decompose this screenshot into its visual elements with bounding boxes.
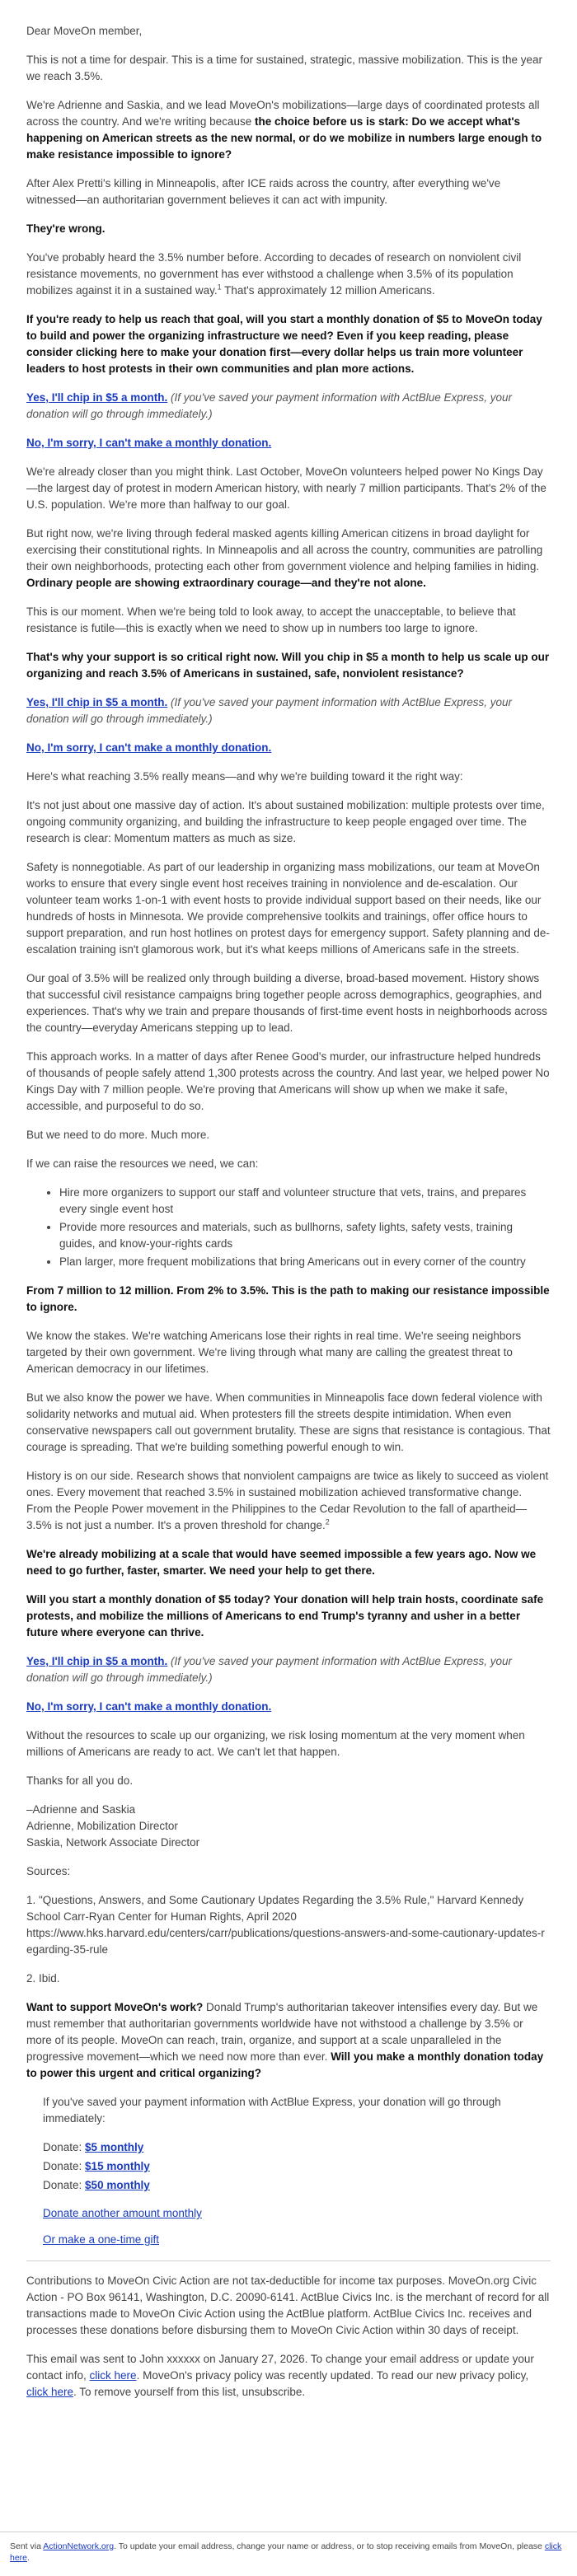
text: We're Adrienne and Saskia, and we lead MoveOn's mobilizations—large days of coordinated protests all across the country. And we're writing because — [26, 99, 540, 128]
body-paragraph: But we need to do more. Much more. — [26, 1129, 210, 1141]
actblue-note: (If you've saved your payment information with ActBlue Express, your donation will go through immediately.) — [26, 391, 513, 420]
body-paragraph — [26, 1283, 551, 1316]
donate-15-monthly-link[interactable]: $15 monthly — [85, 2160, 150, 2172]
text: Donald Trump's authoritarian takeover intensifies every day. But we must remember that authoritarian governments worldwide have not withstood a challenge by 3.5% or more of its people. MoveOn can reach, train, organize, and support at a scale unparalleled in the progressive movement—which we need now more than ever. — [26, 2001, 538, 2063]
update-contact-link[interactable]: click here — [89, 2369, 137, 2382]
no-donate-link[interactable]: No, I'm sorry, I can't make a monthly donation. — [26, 741, 272, 754]
intro-paragraph — [26, 221, 551, 237]
donate-prefix: Donate: — [43, 2160, 86, 2172]
donate-box-links — [43, 2205, 551, 2248]
signature — [26, 1802, 551, 1851]
list-item: • Provide more resources and materials, such as bullhorns, safety lights, safety vests, training guides, and know-your-rights cards — [59, 1219, 551, 1252]
emphasis-text: Will you start a monthly donation of $5 today? Your donation will help train hosts, coordinate safe protests, and mobilize the millions of Americans to end Trump's tyranny and usher in a better future where everyone can thrive. — [26, 1593, 544, 1639]
footnote-ref: 2 — [325, 1517, 330, 1526]
text: . To remove yourself from this list, unsubscribe. — [73, 2386, 306, 2398]
emphasis-text: We're already mobilizing at a scale that would have seemed impossible a few years ago. Now we need to go further, faster, smarter. We need your help to get there. — [26, 1548, 537, 1577]
no-donate-link[interactable]: No, I'm sorry, I can't make a monthly donation. — [26, 1700, 272, 1713]
body-paragraph: Our goal of 3.5% will be realized only through building a diverse, broad-based movement. History shows that successful civil resistance campaigns bring together people across demographics, geographies, and experiences. That's why we train and prepare thousands of first-time event hosts in neighborhoods across the country—everyday Americans stepping up to lead. — [26, 972, 547, 1034]
donation-ask — [26, 1592, 551, 1641]
signature-line: Adrienne, Mobilization Director — [26, 1820, 178, 1832]
no-cta-block — [26, 740, 551, 756]
body-paragraph: We know the stakes. We're watching Americans lose their rights in real time. We're seeing neighbors targeted by their own government. We're living through what many are calling the greatest threat to American democracy in our lifetimes. — [26, 1330, 522, 1375]
body-paragraph: This approach works. In a matter of days after Renee Good's murder, our infrastructure helped hundreds of thousands of people safely attend 1,300 protests across the country. And last year, we helped power No Kings Day with 7 million people. We're proving that Americans will show up when we make it safe, accessible, and purposeful to do so. — [26, 1050, 550, 1112]
yes-donate-link[interactable]: Yes, I'll chip in $5 a month. — [26, 696, 168, 708]
footnote-ref: 1 — [217, 283, 222, 292]
source-citation: 1. "Questions, Answers, and Some Cautionary Updates Regarding the 3.5% Rule," Harvard Kennedy School Carr-Ryan Center for Human Rights, April 2020 — [26, 1894, 524, 1923]
list-item: • Plan larger, more frequent mobilizations that bring Americans out in every corner of the country — [59, 1254, 551, 1270]
donate-box-intro: If you've saved your payment information with ActBlue Express, your donation will go through immediately: — [43, 2096, 501, 2125]
body-paragraph: Thanks for all you do. — [26, 1774, 134, 1787]
donate-prefix: Donate: — [43, 2141, 86, 2153]
donate-box — [43, 2094, 551, 2248]
text: . MoveOn's privacy policy was recently updated. To read our new privacy policy, — [136, 2369, 529, 2382]
emphasis-text: From 7 million to 12 million. From 2% to 3.5%. This is the path to making our resistance impossible to ignore. — [26, 1284, 550, 1313]
signature-line: –Adrienne and Saskia — [26, 1803, 136, 1816]
text: . To update your email address, change your name or address, or to stop receiving emails from MoveOn, please — [114, 2541, 545, 2551]
body-paragraph: But we also know the power we have. When communities in Minneapolis face down federal violence with solidarity networks and mutual aid. When protesters fill the streets despite intimidation. When even conservative newspapers call out government brutality. These are signs that resistance is contagious. That courage is spreading. That we're building something powerful enough to win. — [26, 1391, 551, 1453]
body-paragraph: This is our moment. When we're being told to look away, to accept the unacceptable, to believe that resistance is futile—this is exactly when we need to show up in numbers too large to ignore. — [26, 605, 516, 634]
emphasis-text: Want to support MoveOn's work? — [26, 2001, 204, 2013]
actblue-note: (If you've saved your payment information with ActBlue Express, your donation will go through immediately.) — [26, 1655, 513, 1684]
donate-row — [43, 2158, 551, 2175]
body-paragraph: If we can raise the resources we need, we can: — [26, 1157, 259, 1170]
donate-another-amount-link[interactable]: Donate another amount monthly — [43, 2207, 202, 2219]
text: . — [27, 2553, 30, 2563]
yes-cta-block — [26, 390, 551, 423]
donation-ask — [26, 649, 551, 682]
body-paragraph: It's not just about one massive day of action. It's about sustained mobilization: multiple protests over time, ongoing community organizing, and building the infrastructure to keep people engaged over time. The research is clear: Momentum matters as much as size. — [26, 799, 545, 844]
actionnetwork-link[interactable]: ActionNetwork.org — [43, 2541, 115, 2551]
intro-paragraph — [26, 97, 551, 163]
text: But right now, we're living through federal masked agents killing American citizens in broad daylight for exercising their constitutional rights. In Minneapolis and all across the country, communities are patrolling their own neighborhoods, protecting each other from government violence and helping families in hiding. — [26, 527, 543, 573]
yes-cta-block — [26, 1653, 551, 1686]
donation-ask — [26, 311, 551, 377]
intro-paragraph: After Alex Pretti's killing in Minneapolis, after ICE raids across the country, after everything we've witnessed—an authoritarian government believes it can act with impunity. — [26, 177, 501, 206]
body-paragraph: We're already closer than you might think. Last October, MoveOn volunteers helped power No Kings Day—the largest day of protest in modern American history, with nearly 7 million participants. That's 2% of the U.S. population. We're more than halfway to our goal. — [26, 465, 547, 511]
yes-donate-link[interactable]: Yes, I'll chip in $5 a month. — [26, 1655, 168, 1667]
text: History is on our side. Research shows that nonviolent campaigns are twice as likely to succeed as violent ones. Every movement that reached 3.5% in sustained mobilization achieved transformative change. From the People Power movement in the Philippines to the Cedar Revolution to the fall of apartheid—3.5% is not just a number. It's a proven threshold for change. — [26, 1470, 549, 1531]
body-paragraph: Here's what reaching 3.5% really means—and why we're building toward it the right way: — [26, 770, 463, 783]
text: Sent via — [10, 2541, 44, 2551]
body-paragraph — [26, 1468, 551, 1534]
greeting: Dear MoveOn member, — [26, 25, 143, 37]
yes-cta-block — [26, 694, 551, 727]
goals-list — [26, 1185, 551, 1270]
link-row — [43, 2232, 551, 2248]
intro-paragraph — [26, 250, 551, 299]
donate-prefix: Donate: — [43, 2179, 86, 2191]
divider — [26, 2260, 551, 2261]
signature-line: Saskia, Network Associate Director — [26, 1836, 200, 1849]
donate-5-monthly-link[interactable]: $5 monthly — [85, 2141, 144, 2153]
no-cta-block — [26, 435, 551, 451]
source-item — [26, 1892, 551, 1958]
emphasis-text: They're wrong. — [26, 222, 106, 235]
legal-paragraph — [26, 2351, 551, 2401]
link-row — [43, 2205, 551, 2222]
legal-paragraph: Contributions to MoveOn Civic Action are not tax-deductible for income tax purposes. MoveOn.org Civic Action - PO Box 96141, Washington, D.C. 20090-6141. ActBlue Civics Inc. is the merchant of record for all transactions made to MoveOn Civic Action using the ActBlue platform. ActBlue Civics Inc. receives and processes these donations before disbursing them to MoveOn Civic Action within 30 days of receipt. — [26, 2274, 550, 2336]
source-url: https://www.hks.harvard.edu/centers/carr/publications/questions-answers-and-some-cautionary-updates-regarding-35-rule — [26, 1927, 545, 1956]
intro-paragraph: This is not a time for despair. This is a time for sustained, strategic, massive mobilization. This is the year we reach 3.5%. — [26, 54, 543, 82]
body-paragraph: Without the resources to scale up our organizing, we risk losing momentum at the very moment when millions of Americans are ready to act. We can't let that happen. — [26, 1729, 525, 1758]
sources-label: Sources: — [26, 1865, 71, 1877]
support-paragraph — [26, 1999, 551, 2082]
footer-bar — [0, 2532, 577, 2564]
emphasis-text: That's why your support is so critical right now. Will you chip in $5 a month to help us scale up our organizing and reach 3.5% of Americans in sustained, safe, nonviolent resistance? — [26, 651, 550, 680]
body-paragraph: Safety is nonnegotiable. As part of our leadership in organizing mass mobilizations, our team at MoveOn works to ensure that every single event host receives training in nonviolence and de-escalation. Our volunteer team works 1-on-1 with event hosts to provide individual support based on their needs, like our hundreds of hosts in Minnesota. We provide comprehensive toolkits and trainings, offer office hours to support preparation, and run host hotlines on protest days for emergency support. Safety planning and de-escalation training isn't glamorous work, but it's what keeps millions of Americans safe in the streets. — [26, 861, 550, 956]
list-item: • Hire more organizers to support our staff and volunteer structure that vets, trains, and prepares every single event host — [59, 1185, 551, 1218]
text: This email was sent to John xxxxxx on January 27, 2026. To change your email address or update your contact info, — [26, 2353, 534, 2382]
text: That's approximately 12 million Americans. — [221, 284, 435, 297]
actblue-note: (If you've saved your payment information with ActBlue Express, your donation will go through immediately.) — [26, 696, 513, 725]
privacy-policy-link[interactable]: click here — [26, 2386, 74, 2398]
text: You've probably heard the 3.5% number before. According to decades of research on nonviolent civil resistance movements, no government has ever withstood a challenge when 3.5% of its population mobilizes against it in a sustained way. — [26, 251, 522, 297]
one-time-gift-link[interactable]: Or make a one-time gift — [43, 2233, 160, 2246]
body-paragraph — [26, 1546, 551, 1579]
emphasis-text: Will you make a monthly donation today to power this urgent and critical organizing? — [26, 2050, 544, 2079]
emphasis-text: Ordinary people are showing extraordinary courage—and they're not alone. — [26, 577, 426, 589]
emphasis-text: the choice before us is stark: Do we accept what's happening on American streets as the new normal, or do we mobilize in numbers large enough to make resistance impossible to ignore? — [26, 115, 542, 161]
no-donate-link[interactable]: No, I'm sorry, I can't make a monthly donation. — [26, 437, 272, 449]
yes-donate-link[interactable]: Yes, I'll chip in $5 a month. — [26, 391, 168, 404]
no-cta-block — [26, 1699, 551, 1715]
source-item: 2. Ibid. — [26, 1972, 60, 1985]
donate-row — [43, 2177, 551, 2194]
donate-row — [43, 2139, 551, 2156]
donate-50-monthly-link[interactable]: $50 monthly — [85, 2179, 150, 2191]
body-paragraph — [26, 526, 551, 591]
footer-click-here-link[interactable]: click here — [10, 2541, 562, 2563]
emphasis-text: If you're ready to help us reach that goal, will you start a monthly donation of $5 to MoveOn today to build and power the organizing infrastructure we need? Even if you keep reading, please consider clicking here to make your donation first—every dollar helps us train more volunteer leaders to host protests in their own communities and plan more actions. — [26, 313, 542, 375]
